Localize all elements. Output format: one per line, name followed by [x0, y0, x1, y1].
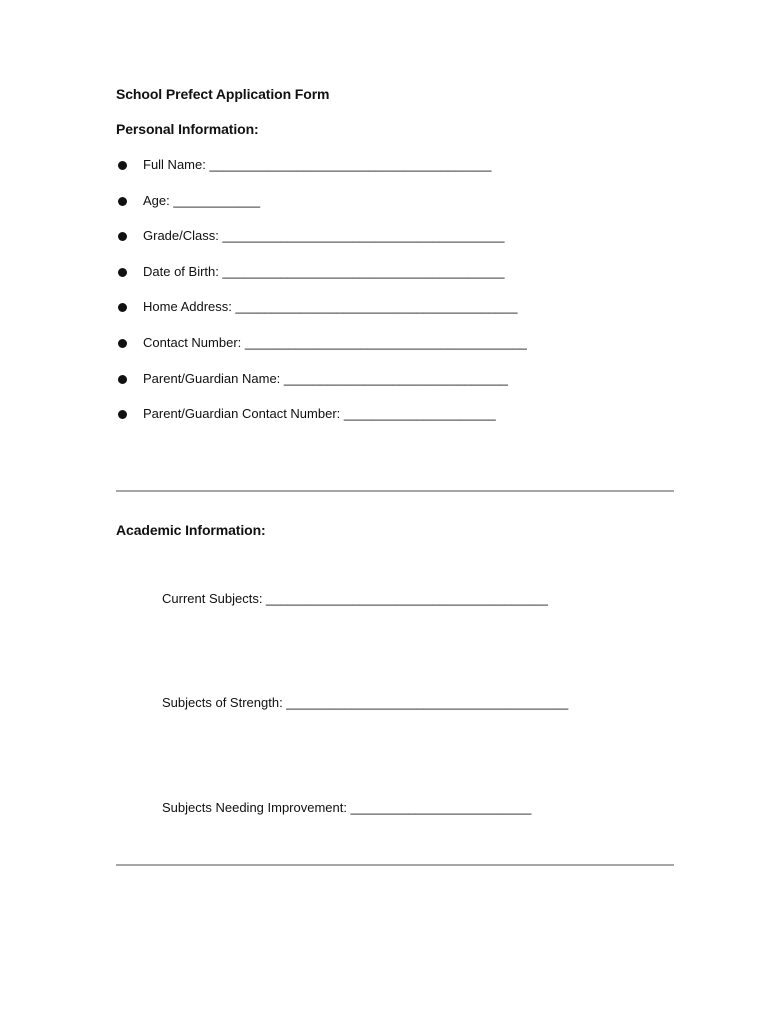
section-divider — [116, 864, 674, 866]
bullet-icon — [118, 410, 127, 419]
parent-guardian-name-field: Parent/Guardian Name: _______________________________ — [143, 370, 509, 386]
bullet-icon — [118, 197, 127, 206]
document-title: School Prefect Application Form — [116, 86, 330, 102]
bullet-icon — [118, 375, 127, 384]
personal-information-heading: Personal Information: — [116, 121, 259, 137]
bullet-icon — [118, 161, 127, 170]
bullet-icon — [118, 303, 127, 312]
bullet-icon — [118, 232, 127, 241]
full-name-field: Full Name: _______________________________________ — [143, 157, 492, 172]
subjects-of-strength-field: Subjects of Strength: _______________________________________ — [162, 695, 569, 710]
contact-number-field: Contact Number: _______________________________________ — [143, 334, 527, 350]
age-field: Age: ____________ — [143, 192, 261, 208]
bullet-icon — [118, 268, 127, 277]
grade-class-field: Grade/Class: _______________________________________ — [143, 228, 505, 244]
section-divider — [116, 490, 674, 492]
parent-guardian-contact-field: Parent/Guardian Contact Number: _____________________ — [143, 406, 496, 422]
subjects-needing-improvement-field: Subjects Needing Improvement: _________________________ — [162, 800, 532, 815]
current-subjects-field: Current Subjects: _______________________________________ — [162, 591, 549, 606]
date-of-birth-field: Date of Birth: _______________________________________ — [143, 263, 505, 279]
bullet-icon — [118, 339, 127, 348]
home-address-field: Home Address: _______________________________________ — [143, 299, 518, 315]
academic-information-heading: Academic Information: — [116, 522, 266, 538]
